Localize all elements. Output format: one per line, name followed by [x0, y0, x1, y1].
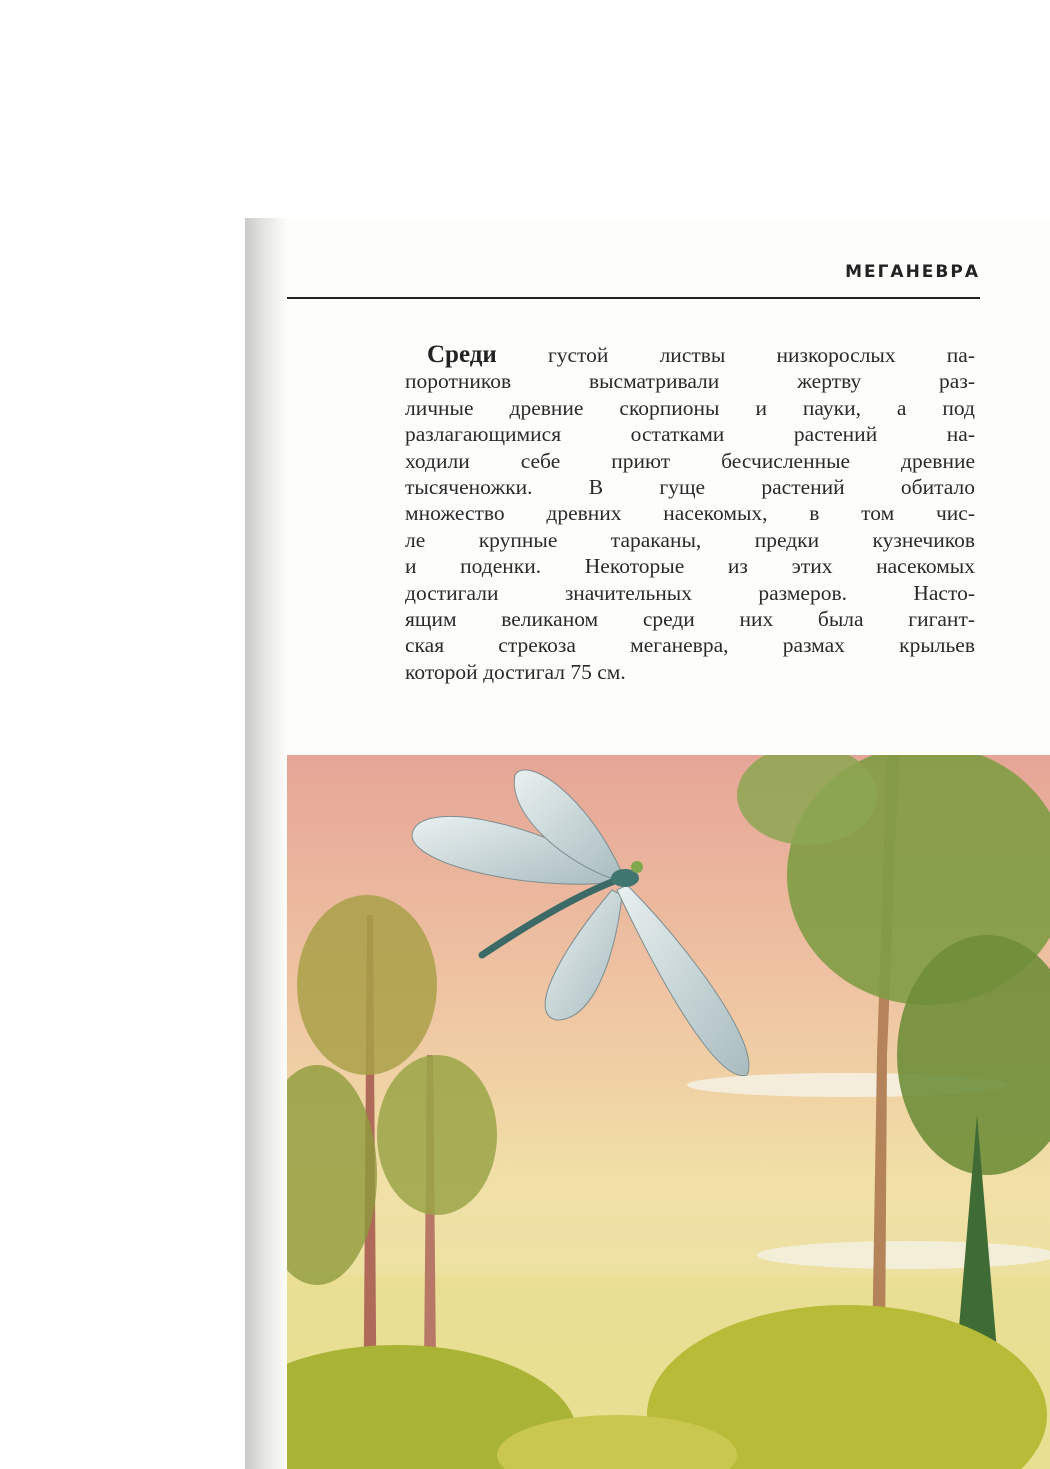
paragraph-line: ская стрекоза меганевра, размах крыльев: [405, 633, 975, 658]
line-text: густой листвы низкорослых па-: [496, 343, 975, 367]
article-paragraph: [405, 342, 975, 685]
paragraph-line: ле крупные тараканы, предки кузнечиков: [405, 527, 975, 552]
paragraph-line: и поденки. Некоторые из этих насекомых: [405, 554, 975, 579]
page-header-title: МЕГАНЕВРА: [845, 262, 980, 282]
paragraph-line: тысяченожки. В гуще растений обитало: [405, 474, 975, 499]
paragraph-line: которой достигал 75 см.: [405, 659, 626, 684]
cloud: [757, 1241, 1050, 1269]
paragraph-line: личные древние скорпионы и пауки, а под: [405, 395, 975, 420]
paragraph-line: [405, 342, 975, 368]
page-gutter-shadow: [245, 218, 287, 1469]
paragraph-line: множество древних насекомых, в том чис-: [405, 501, 975, 526]
meganeura-illustration: [287, 755, 1050, 1469]
header-rule: [287, 297, 980, 299]
paragraph-line: достигали значительных размеров. Насто-: [405, 580, 975, 605]
book-page: [245, 218, 1050, 1469]
lead-word: Среди: [427, 341, 497, 368]
paragraph-line: ходили себе приют бесчисленные древние: [405, 448, 975, 473]
paragraph-line: ящим великаном среди них была гигант-: [405, 606, 975, 631]
paragraph-line: поротников высматривали жертву раз-: [405, 369, 975, 394]
paragraph-line: разлагающимися остатками растений на-: [405, 422, 975, 447]
